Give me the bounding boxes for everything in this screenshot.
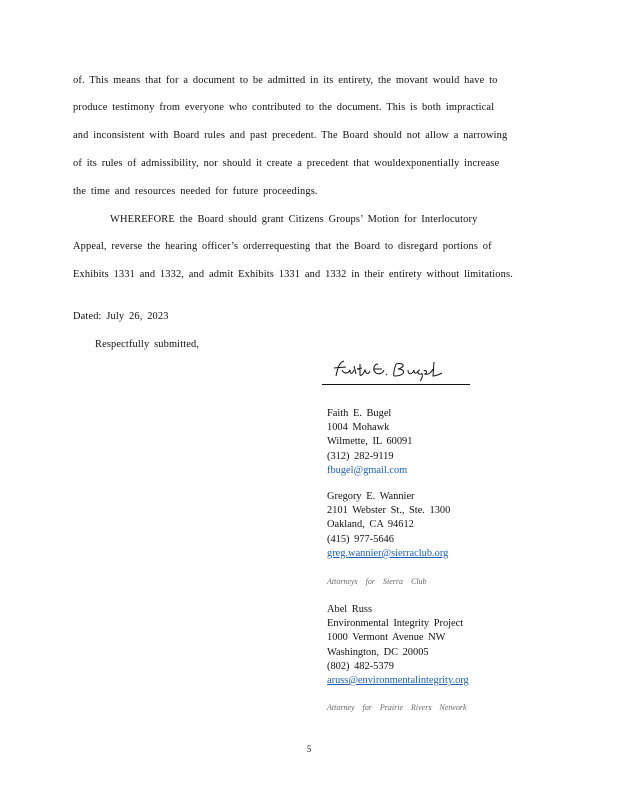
signer-name: Faith E. Bugel — [327, 408, 392, 419]
wherefore-line-3: Exhibits 1331 and 1332, and admit Exhibits 1331 and 1332 in their entirety without limitations. — [73, 269, 513, 280]
page-number: 5 — [306, 744, 312, 754]
signer-email-link[interactable]: greg.wannier@sierraclub.org — [327, 547, 449, 559]
handwritten-signature — [330, 356, 460, 384]
body-line-2: produce testimony from everyone who contributed to the document. This is both impractical — [73, 102, 495, 113]
body-line-4: of its rules of admissibility, nor should it create a precedent that wouldexponentially increase — [73, 158, 500, 169]
signer-address-line: Washington, DC 20005 — [327, 646, 429, 658]
signer-email-link[interactable]: aruss@environmentalintegrity.org — [327, 675, 469, 687]
wherefore-line-1: WHEREFORE the Board should grant Citizens Groups’ Motion for Interlocutory — [110, 214, 478, 225]
wherefore-line-2: Appeal, reverse the hearing officer’s orderrequesting that the Board to disregard portions of — [73, 241, 492, 252]
signer-organization: Environmental Integrity Project — [327, 618, 464, 630]
attorney-role-sierra-club: Attorneys for Sierra Club — [327, 577, 427, 586]
body-line-3: and inconsistent with Board rules and past precedent. The Board should not allow a narrowing — [73, 130, 508, 141]
body-line-5: the time and resources needed for future proceedings. — [73, 186, 318, 197]
signer-block-wannier — [327, 490, 450, 561]
respectfully-submitted: Respectfully submitted, — [95, 339, 200, 350]
signer-phone: (415) 977-5646 — [327, 533, 394, 545]
signer-email-link[interactable]: fbugel@gmail.com — [327, 464, 408, 476]
body-line-1: of. This means that for a document to be admitted in its entirety, the movant would have to — [73, 75, 498, 86]
signer-address-line: 2101 Webster St., Ste. 1300 — [327, 505, 451, 517]
signer-block-bugel — [327, 407, 412, 478]
signer-name: Abel Russ — [327, 604, 373, 615]
signer-address-line: 1004 Mohawk — [327, 422, 390, 434]
signature-line — [322, 384, 470, 385]
signer-phone: (802) 482-5379 — [327, 660, 394, 672]
signer-address-line: Oakland, CA 94612 — [327, 519, 414, 531]
signer-block-russ — [327, 603, 469, 688]
signer-phone: (312) 282-9119 — [327, 450, 394, 462]
signer-name: Gregory E. Wannier — [327, 491, 415, 502]
signer-address-line: 1000 Vermont Avenue NW — [327, 632, 446, 644]
attorney-role-prairie-rivers: Attorney for Prairie Rivers Network — [327, 703, 467, 712]
signer-address-line: Wilmette, IL 60091 — [327, 436, 413, 448]
dated-line: Dated: July 26, 2023 — [73, 311, 169, 322]
